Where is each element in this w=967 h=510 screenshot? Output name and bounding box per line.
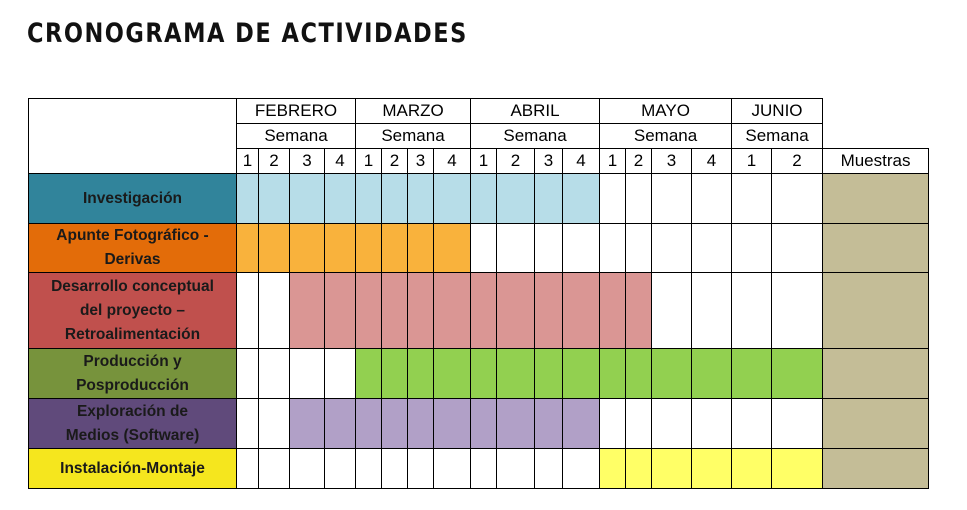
activity-label-line: Posproducción (76, 376, 189, 394)
schedule-cell (497, 224, 535, 273)
schedule-cell-active (772, 349, 823, 399)
activity-row (29, 174, 929, 224)
week-number: 2 (382, 149, 408, 174)
schedule-cell-active (626, 273, 652, 349)
schedule-cell (772, 399, 823, 449)
activity-row (29, 273, 929, 349)
activity-label (29, 224, 237, 273)
month-header-febrero: FEBRERO (237, 99, 356, 124)
schedule-cell-active (772, 449, 823, 489)
schedule-cell (652, 399, 692, 449)
schedule-cell-active (408, 174, 434, 224)
header-corner-cell (29, 99, 237, 174)
schedule-cell-active (325, 174, 356, 224)
week-number: 2 (259, 149, 290, 174)
schedule-cell (408, 449, 434, 489)
activity-row (29, 224, 929, 273)
schedule-cell-active (290, 399, 325, 449)
schedule-cell (732, 399, 772, 449)
activity-label-line: Instalación-Montaje (60, 459, 205, 477)
schedule-cell (652, 174, 692, 224)
page-title: CRONOGRAMA DE ACTIVIDADES (27, 17, 468, 49)
schedule-cell (772, 174, 823, 224)
week-number: 1 (237, 149, 259, 174)
schedule-cell-active (626, 449, 652, 489)
week-number: 2 (497, 149, 535, 174)
schedule-cell (772, 224, 823, 273)
schedule-cell (382, 449, 408, 489)
schedule-cell-active (535, 273, 563, 349)
schedule-cell (471, 224, 497, 273)
schedule-cell-active (382, 273, 408, 349)
muestras-cell (823, 174, 929, 224)
schedule-cell (626, 224, 652, 273)
schedule-cell (692, 399, 732, 449)
schedule-cell (259, 349, 290, 399)
schedule-cell-active (434, 174, 471, 224)
week-number: 2 (626, 149, 652, 174)
month-header-marzo: MARZO (356, 99, 471, 124)
schedule-cell-active (535, 349, 563, 399)
schedule-cell-active (356, 273, 382, 349)
week-number: 1 (471, 149, 497, 174)
schedule-cell (692, 273, 732, 349)
schedule-cell-active (732, 449, 772, 489)
activity-label (29, 174, 237, 224)
week-number: 1 (732, 149, 772, 174)
activity-label-line: Retroalimentación (64, 325, 201, 343)
schedule-cell (600, 174, 626, 224)
schedule-cell-active (652, 349, 692, 399)
schedule-cell-active (497, 273, 535, 349)
week-number: 4 (325, 149, 356, 174)
schedule-cell-active (356, 399, 382, 449)
schedule-cell (471, 449, 497, 489)
schedule-cell (259, 449, 290, 489)
semana-header: Semana (356, 124, 471, 149)
schedule-table (28, 98, 929, 489)
week-number: 4 (434, 149, 471, 174)
month-header-row (29, 99, 929, 124)
schedule-cell (259, 273, 290, 349)
activity-label-line: Medios (Software) (65, 426, 200, 444)
schedule-cell-active (600, 349, 626, 399)
schedule-cell (600, 224, 626, 273)
month-header-abril: ABRIL (471, 99, 600, 124)
week-number: 3 (652, 149, 692, 174)
activity-label-line: del proyecto – (79, 301, 186, 319)
schedule-cell-active (356, 349, 382, 399)
schedule-cell (237, 399, 259, 449)
schedule-cell-active (434, 273, 471, 349)
activity-label (29, 349, 237, 399)
schedule-cell (626, 399, 652, 449)
activity-label-line: Derivas (104, 251, 161, 268)
schedule-cell (535, 224, 563, 273)
schedule-cell (692, 224, 732, 273)
schedule-cell (325, 349, 356, 399)
schedule-cell (290, 349, 325, 399)
schedule-cell-active (497, 399, 535, 449)
activity-row (29, 449, 929, 489)
week-number: 3 (535, 149, 563, 174)
schedule-cell-active (382, 224, 408, 273)
schedule-cell (732, 224, 772, 273)
schedule-cell-active (290, 174, 325, 224)
week-number: 1 (600, 149, 626, 174)
schedule-cell-active (434, 349, 471, 399)
schedule-cell-active (563, 273, 600, 349)
schedule-cell-active (382, 174, 408, 224)
semana-header: Semana (237, 124, 356, 149)
schedule-cell (237, 449, 259, 489)
week-number: 1 (356, 149, 382, 174)
schedule-cell-active (434, 399, 471, 449)
schedule-cell-active (408, 349, 434, 399)
activity-label (29, 399, 237, 449)
activity-row (29, 349, 929, 399)
schedule-cell (325, 449, 356, 489)
schedule-cell-active (356, 174, 382, 224)
schedule-cell-active (652, 449, 692, 489)
schedule-cell-active (535, 399, 563, 449)
schedule-cell (535, 449, 563, 489)
muestras-cell (823, 224, 929, 273)
schedule-cell-active (237, 224, 259, 273)
schedule-cell-active (290, 224, 325, 273)
schedule-cell (237, 273, 259, 349)
schedule-cell-active (408, 224, 434, 273)
activity-label-line: Apunte Fotográfico - (56, 227, 209, 244)
schedule-cell-active (692, 449, 732, 489)
muestras-header: Muestras (823, 149, 929, 174)
schedule-cell-active (382, 349, 408, 399)
schedule-cell (652, 273, 692, 349)
semana-header: Semana (732, 124, 823, 149)
schedule-cell-active (356, 224, 382, 273)
muestras-cell (823, 399, 929, 449)
schedule-cell (434, 449, 471, 489)
schedule-cell-active (325, 224, 356, 273)
activity-label (29, 449, 237, 489)
schedule-cell-active (259, 224, 290, 273)
schedule-cell-active (535, 174, 563, 224)
schedule-cell (732, 174, 772, 224)
muestras-cell (823, 273, 929, 349)
week-number: 4 (692, 149, 732, 174)
schedule-cell-active (732, 349, 772, 399)
schedule-cell-active (563, 399, 600, 449)
schedule-cell-active (563, 349, 600, 399)
activity-row (29, 399, 929, 449)
schedule-cell-active (497, 174, 535, 224)
schedule-cell (652, 224, 692, 273)
schedule-cell (356, 449, 382, 489)
schedule-cell-active (600, 273, 626, 349)
schedule-cell (497, 449, 535, 489)
schedule-cell-active (325, 399, 356, 449)
schedule-cell-active (434, 224, 471, 273)
schedule-cell (692, 174, 732, 224)
month-header-junio: JUNIO (732, 99, 823, 124)
schedule-cell-active (382, 399, 408, 449)
schedule-cell-active (471, 174, 497, 224)
schedule-cell-active (408, 399, 434, 449)
schedule-cell-active (259, 174, 290, 224)
schedule-cell (259, 399, 290, 449)
activity-label-line: Exploración de (76, 402, 189, 420)
schedule-cell-active (471, 399, 497, 449)
schedule-cell (772, 273, 823, 349)
schedule-cell-active (325, 273, 356, 349)
schedule-cell-active (290, 273, 325, 349)
schedule-cell (563, 449, 600, 489)
week-number: 3 (290, 149, 325, 174)
activity-label-line: Investigación (82, 189, 183, 207)
semana-header: Semana (471, 124, 600, 149)
schedule-cell-active (471, 349, 497, 399)
schedule-cell (290, 449, 325, 489)
schedule-cell (563, 224, 600, 273)
schedule-cell-active (600, 449, 626, 489)
week-number: 3 (408, 149, 434, 174)
schedule-cell-active (237, 174, 259, 224)
activity-label-line: Producción y (83, 352, 182, 370)
month-header-mayo: MAYO (600, 99, 732, 124)
activity-label-line: Desarrollo conceptual (51, 277, 214, 295)
header-spacer (823, 99, 929, 149)
week-number: 2 (772, 149, 823, 174)
muestras-cell (823, 449, 929, 489)
schedule-cell-active (563, 174, 600, 224)
schedule-cell (600, 399, 626, 449)
schedule-cell-active (692, 349, 732, 399)
muestras-cell (823, 349, 929, 399)
activity-label (29, 273, 237, 349)
schedule-cell (732, 273, 772, 349)
schedule-cell (626, 174, 652, 224)
semana-header: Semana (600, 124, 732, 149)
schedule-cell-active (626, 349, 652, 399)
schedule-cell-active (497, 349, 535, 399)
schedule-cell-active (408, 273, 434, 349)
schedule-cell-active (471, 273, 497, 349)
week-number: 4 (563, 149, 600, 174)
schedule-cell (237, 349, 259, 399)
